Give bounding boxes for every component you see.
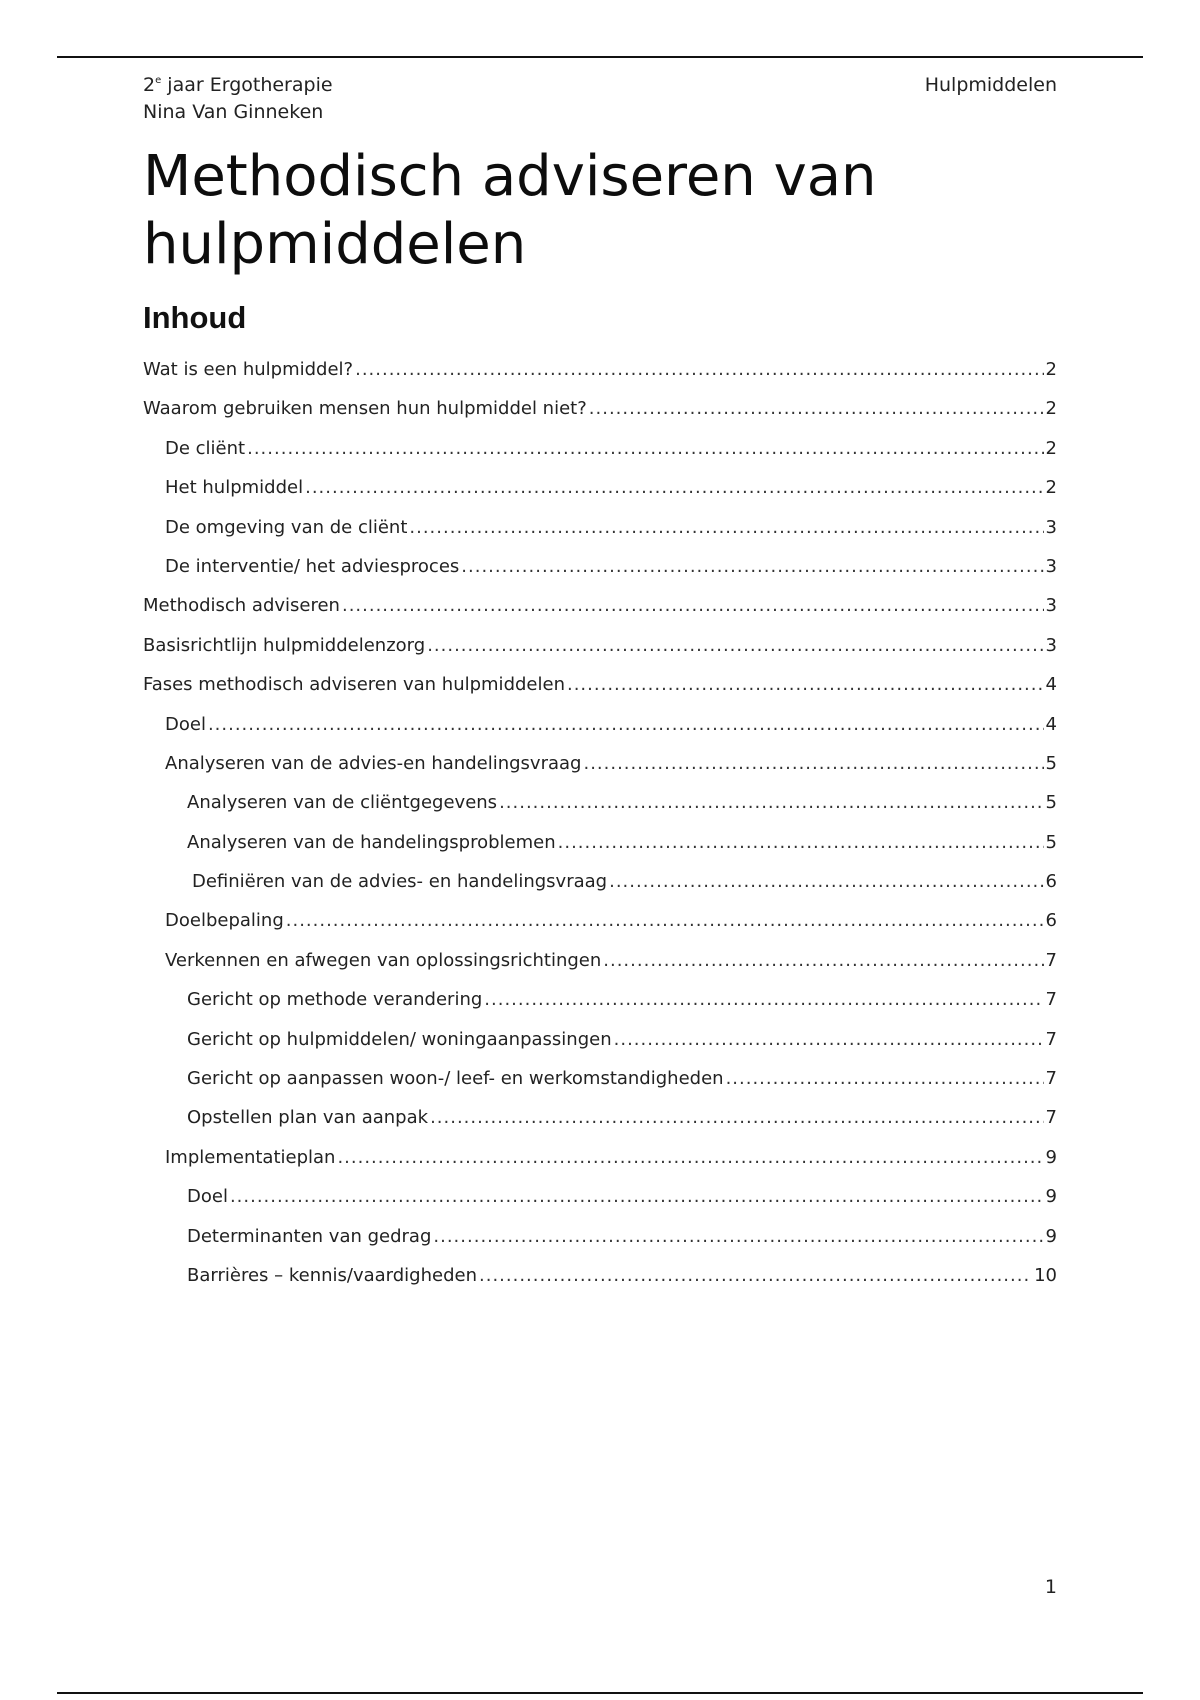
toc-dot-leader: [409, 508, 1043, 547]
toc-entry-page: 2: [1045, 477, 1057, 499]
toc-dot-leader: [603, 941, 1043, 980]
toc-entry-page: 5: [1045, 752, 1057, 774]
toc-entry-label: Implementatieplan: [165, 1146, 336, 1168]
toc-dot-leader: [208, 705, 1044, 744]
toc-entry[interactable]: [143, 547, 1057, 586]
toc-entry-label: Verkennen en afwegen van oplossingsrichtingen: [165, 949, 602, 971]
toc-dot-leader: [355, 350, 1043, 389]
header-rule: [57, 56, 1143, 58]
toc-entry[interactable]: [143, 626, 1057, 665]
toc-entry[interactable]: [143, 350, 1057, 389]
toc-entry-label: Wat is een hulpmiddel?: [143, 359, 354, 380]
toc-entry-label: Waarom gebruiken mensen hun hulpmiddel niet?: [143, 398, 587, 420]
toc-entry-page: 7: [1045, 1068, 1057, 1090]
footer-rule: [57, 1692, 1143, 1694]
toc-entry-label: Fases methodisch adviseren van hulpmiddelen: [143, 674, 565, 696]
toc-entry-label: De interventie/ het adviesproces: [165, 555, 460, 577]
toc-entry-label: Barrières – kennis/vaardigheden: [187, 1264, 477, 1286]
toc-dot-leader: [427, 626, 1043, 665]
toc-entry-page: 3: [1045, 634, 1057, 656]
toc-entry-page: 2: [1045, 437, 1057, 459]
toc-dot-leader: [305, 468, 1043, 507]
toc-dot-leader: [614, 1020, 1044, 1059]
toc-dot-leader: [484, 980, 1043, 1019]
toc-entry[interactable]: [143, 468, 1057, 507]
toc-entry[interactable]: [143, 980, 1057, 1019]
toc-entry[interactable]: [143, 1098, 1057, 1137]
toc-entry-page: 3: [1045, 555, 1057, 577]
toc-dot-leader: [589, 389, 1044, 428]
toc-entry-label: Definiëren van de advies- en handelingsvraag: [192, 871, 608, 893]
toc-dot-leader: [461, 547, 1043, 586]
toc-entry-page: 6: [1045, 871, 1057, 893]
toc-dot-leader: [726, 1059, 1044, 1098]
year-number: 2: [143, 74, 156, 96]
toc-entry-page: 5: [1045, 792, 1057, 814]
toc-entry-page: 9: [1045, 1146, 1057, 1168]
toc-entry-label: Methodisch adviseren: [143, 595, 340, 617]
toc-entry[interactable]: [143, 1256, 1057, 1295]
toc-entry[interactable]: [143, 744, 1057, 783]
toc-entry-page: 2: [1045, 359, 1057, 380]
toc-entry-page: 3: [1045, 595, 1057, 617]
course-name: jaar Ergotherapie: [161, 74, 333, 96]
toc-dot-leader: [499, 783, 1043, 822]
toc-entry-page: 6: [1045, 910, 1057, 932]
toc-entry-label: De omgeving van de cliënt: [165, 516, 408, 538]
toc-entry-label: Doelbepaling: [165, 910, 284, 932]
toc-dot-leader: [583, 744, 1043, 783]
toc-entry[interactable]: [143, 665, 1057, 704]
toc-dot-leader: [337, 1138, 1043, 1177]
toc-entry-page: 4: [1045, 713, 1057, 735]
toc-entry-page: 3: [1045, 516, 1057, 538]
page-header: [143, 72, 1057, 126]
toc-entry-page: 7: [1045, 1028, 1057, 1050]
toc-entry-label: Analyseren van de advies-en handelingsvraag: [165, 752, 582, 774]
toc-heading: Inhoud: [143, 300, 247, 335]
toc-entry-label: De cliënt: [165, 437, 246, 459]
toc-entry[interactable]: [143, 508, 1057, 547]
toc-entry[interactable]: [143, 783, 1057, 822]
toc-entry-label: Analyseren van de handelingsproblemen: [187, 831, 556, 853]
toc-entry-page: 2: [1045, 398, 1057, 420]
toc-entry-page: 7: [1045, 989, 1057, 1011]
toc-dot-leader: [230, 1177, 1044, 1216]
toc-dot-leader: [433, 1217, 1043, 1256]
toc-entry-label: Doel: [187, 1186, 228, 1208]
toc-entry-page: 7: [1045, 949, 1057, 971]
toc-entry-page: 5: [1045, 831, 1057, 853]
toc-dot-leader: [247, 429, 1043, 468]
document-title: Methodisch adviseren van hulpmiddelen: [143, 144, 877, 277]
year-suffix: e: [155, 75, 162, 86]
toc-entry-label: Gericht op methode verandering: [187, 989, 483, 1011]
toc-entry[interactable]: [143, 901, 1057, 940]
course-line: [143, 72, 1057, 99]
toc-entry-page: 4: [1045, 674, 1057, 696]
author-name: Nina Van Ginneken: [143, 101, 324, 123]
toc-entry[interactable]: [143, 862, 1057, 901]
toc-entry[interactable]: [143, 1177, 1057, 1216]
toc-dot-leader: [342, 586, 1044, 625]
toc-dot-leader: [558, 823, 1044, 862]
toc-entry-label: Opstellen plan van aanpak: [187, 1107, 429, 1129]
toc-entry[interactable]: [143, 429, 1057, 468]
toc-entry-page: 7: [1045, 1107, 1057, 1129]
toc-entry-label: Determinanten van gedrag: [187, 1225, 432, 1247]
toc-entry-label: Analyseren van de cliëntgegevens: [187, 792, 498, 814]
toc-entry-label: Basisrichtlijn hulpmiddelenzorg: [143, 634, 426, 656]
toc-entry[interactable]: [143, 586, 1057, 625]
toc-entry[interactable]: [143, 389, 1057, 428]
toc-entry-label: Gericht op aanpassen woon-/ leef- en werkomstandigheden: [187, 1068, 724, 1090]
toc-dot-leader: [479, 1256, 1032, 1295]
toc-entry[interactable]: [143, 1138, 1057, 1177]
header-subject: Hulpmiddelen: [924, 74, 1057, 96]
toc-dot-leader: [567, 665, 1044, 704]
toc-entry-page: 10: [1034, 1264, 1057, 1286]
toc-entry-page: 9: [1045, 1225, 1057, 1247]
toc-dot-leader: [286, 901, 1044, 940]
toc-dot-leader: [609, 862, 1043, 901]
toc-dot-leader: [430, 1098, 1043, 1137]
page-number: 1: [1044, 1576, 1057, 1598]
toc-entry-label: Gericht op hulpmiddelen/ woningaanpassingen: [187, 1028, 612, 1050]
toc-entry-page: 9: [1045, 1186, 1057, 1208]
toc-entry[interactable]: [143, 823, 1057, 862]
toc-entry[interactable]: [143, 705, 1057, 744]
toc-entry-label: Doel: [165, 713, 206, 735]
toc-entry[interactable]: [143, 1059, 1057, 1098]
toc-entry[interactable]: [143, 941, 1057, 980]
toc-entry[interactable]: [143, 1217, 1057, 1256]
toc-entry[interactable]: [143, 1020, 1057, 1059]
table-of-contents: [143, 350, 1057, 1295]
toc-entry-label: Het hulpmiddel: [165, 477, 304, 499]
